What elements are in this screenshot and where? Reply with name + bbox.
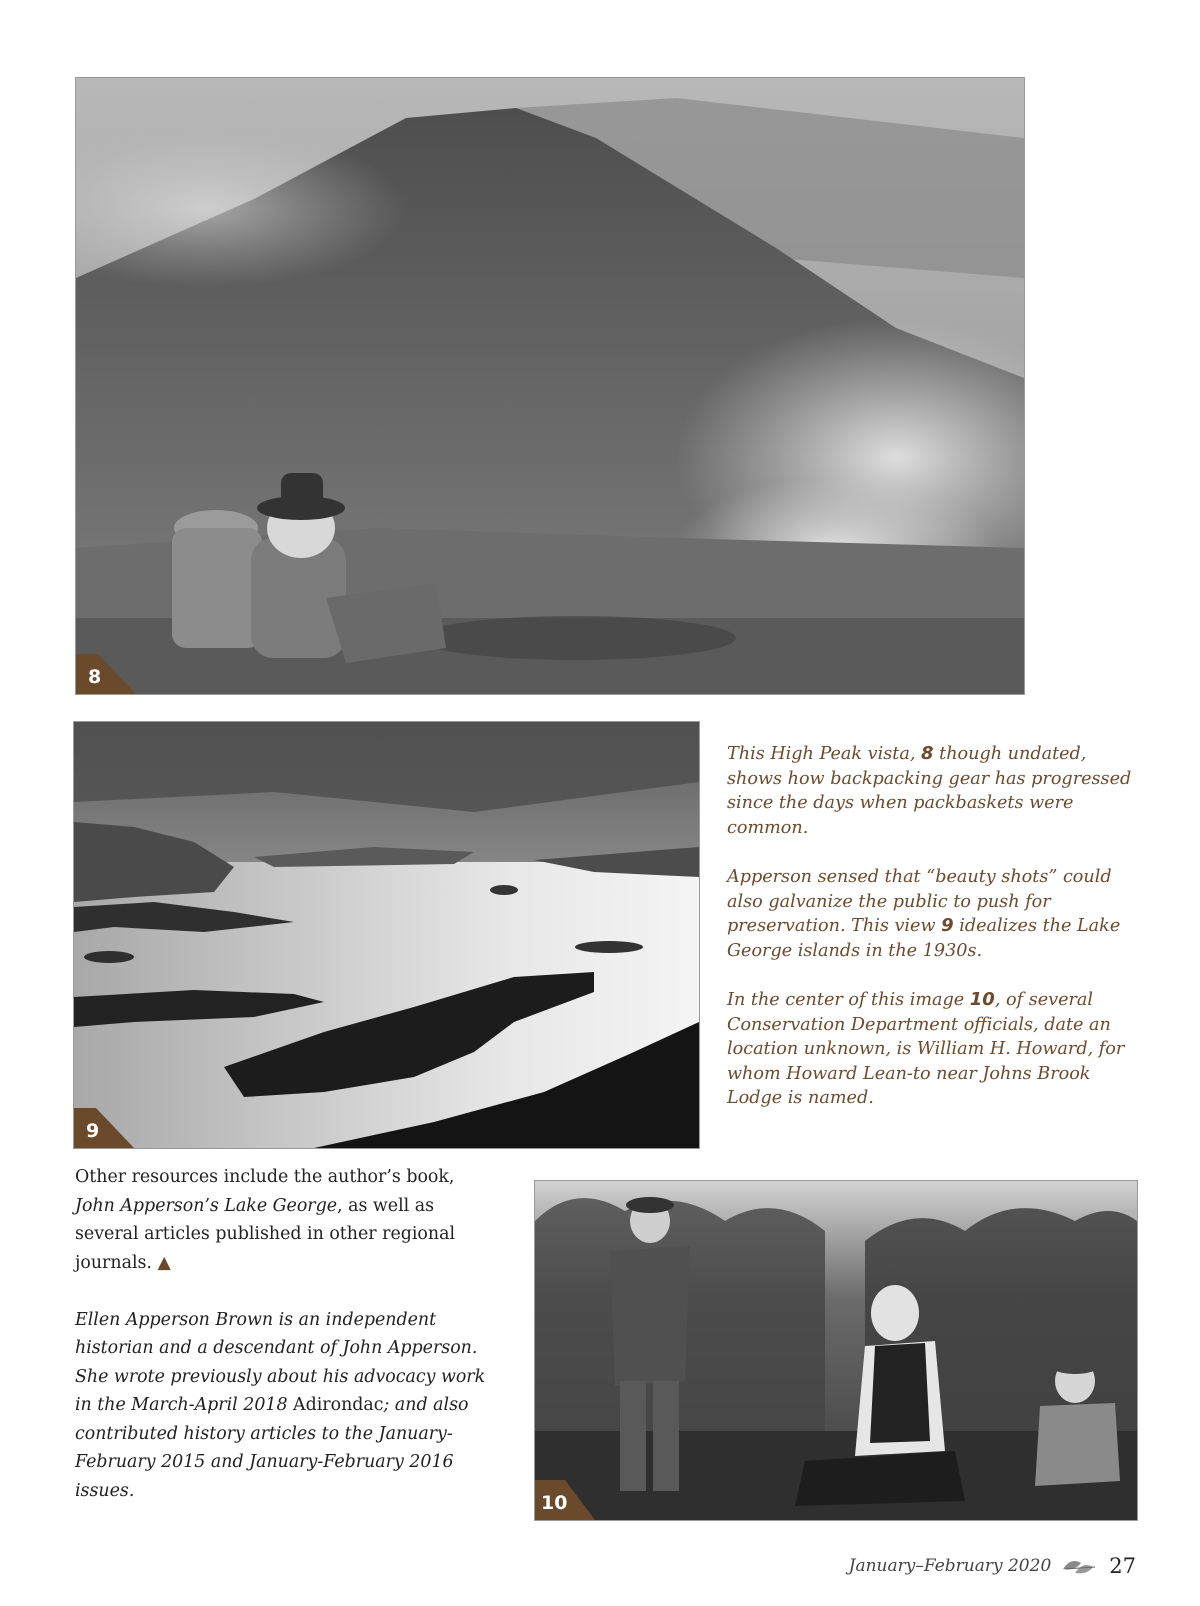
magazine-name: Adirondac: [293, 1395, 384, 1415]
caption-8-text-end: though undated, shows how backpacking gear has progressed since the days when packbaskets were common.: [727, 744, 1132, 838]
leaf-ornament-icon: [1061, 1555, 1099, 1577]
resources-paragraph: [75, 1163, 495, 1277]
end-mark-icon: ▲: [157, 1252, 171, 1273]
resources-text-end: , as well as several articles published in other regional journals.: [75, 1195, 456, 1273]
book-title: John Apperson’s Lake George: [75, 1195, 338, 1216]
article-body: [75, 1163, 495, 1534]
photo-8-image: [76, 78, 1024, 694]
caption-photo-10: [727, 988, 1137, 1111]
photo-9-image: [74, 722, 699, 1148]
photo-8-number: 8: [88, 666, 102, 688]
caption-8-number: 8: [921, 743, 934, 764]
page-footer: [849, 1554, 1136, 1578]
caption-10-text-start: In the center of this image: [727, 989, 970, 1010]
author-bio: [75, 1306, 495, 1506]
resources-text-start: Other resources include the author’s book,: [75, 1167, 455, 1187]
photo-captions: [727, 742, 1137, 1136]
photo-9-number-badge: [74, 1108, 134, 1148]
photo-9-lake-george-islands: [73, 721, 700, 1149]
caption-10-number: 10: [969, 988, 995, 1010]
photo-10-image: [535, 1181, 1137, 1520]
caption-8-text-start: This High Peak vista,: [727, 744, 922, 764]
caption-photo-9: [727, 865, 1137, 963]
bio-text-end: ; and also contributed history articles to the January-February 2015 and January-February 2016 issues.: [75, 1395, 469, 1501]
caption-photo-8: [727, 742, 1137, 840]
photo-10-conservation-officials: [534, 1180, 1138, 1521]
photo-10-number-badge: [535, 1480, 595, 1520]
photo-10-number: 10: [541, 1492, 568, 1514]
issue-date: January–February 2020: [848, 1556, 1052, 1576]
caption-10-text-end: , of several Conservation Department officials, date an location unknown, is William H. Howard, for whom Howard Lean-to near Johns Brook Lodge is named.: [727, 989, 1125, 1109]
photo-8-number-badge: [76, 654, 136, 694]
photo-8-high-peak-vista: [75, 77, 1025, 695]
photo-9-number: 9: [86, 1120, 100, 1142]
caption-9-number: 9: [941, 915, 954, 937]
caption-9-text-end: idealizes the Lake George islands in the 1930s.: [727, 916, 1121, 961]
page-number: 27: [1109, 1554, 1136, 1578]
bio-text-start: Ellen Apperson Brown is an independent historian and a descendant of John Apperson. She wrote previously about his advocacy work in the March-April 2018: [75, 1309, 486, 1415]
caption-9-text-start: Apperson sensed that “beauty shots” could also galvanize the public to push for preservation. This view: [727, 866, 1112, 937]
